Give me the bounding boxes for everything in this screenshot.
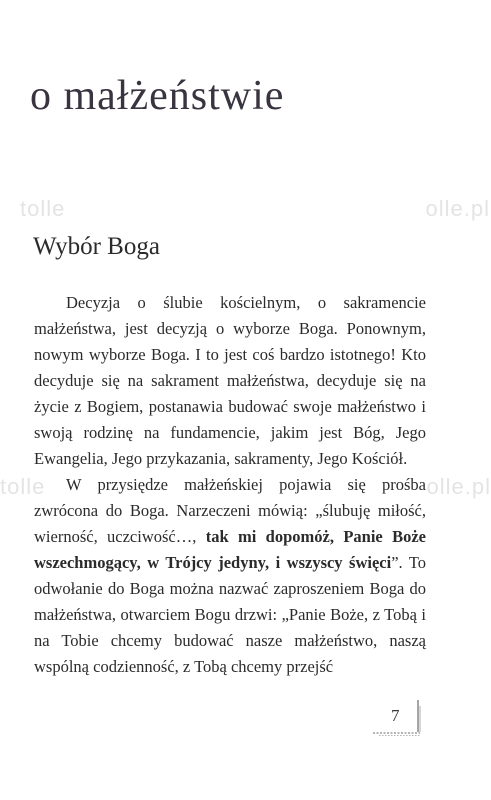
paragraph-2-end: ”. To odwołanie do Boga można nazwać zaproszeniem Boga do małżeństwa, otwarciem Bogu drzwi: „Panie Boże, z Tobą i na Tobie chcemy budować nasze małżeństwo, naszą wspólną codzienność, z Tobą chcemy przejść	[34, 553, 426, 676]
watermark-top	[20, 196, 490, 222]
paragraph-2-start: W przysiędze małżeńskiej pojawia się prośba zwrócona do Boga. Narzeczeni mówią: „ślubuję miłość, wierność, uczciwość…,	[34, 475, 426, 546]
watermark-left-text: tolle	[20, 196, 66, 221]
section-title: Wybór Boga	[33, 233, 160, 260]
chapter-title: o małżeństwie	[30, 73, 285, 119]
paragraph-1: Decyzja o ślubie kościelnym, o sakramencie małżeństwa, jest decyzją o wyborze Boga. Ponownym, nowym wyborze Boga. I to jest coś bardzo istotnego! Kto decyduje się na sakrament małżeństwa, decyduje się na życie z Bogiem, postanawia budować swoje małżeństwo i swoją rodzinę na fundamencie, jakim jest Bóg, Jego Ewangelia, Jego przykazania, sakramenty, Jego Kościół.	[34, 293, 426, 468]
watermark-right-text: olle.pl	[425, 196, 490, 221]
paragraph-2	[34, 472, 426, 680]
paragraph-2-bold-prayer: tak mi dopomóż, Panie Boże wszechmogący, w Trójcy jedyny, i wszyscy święci	[34, 527, 426, 572]
body-text	[34, 290, 426, 680]
watermark-mid-left-text: tolle	[0, 474, 46, 499]
page-number: 7	[391, 706, 400, 725]
watermark-mid-right-text: olle.pl	[426, 474, 491, 499]
